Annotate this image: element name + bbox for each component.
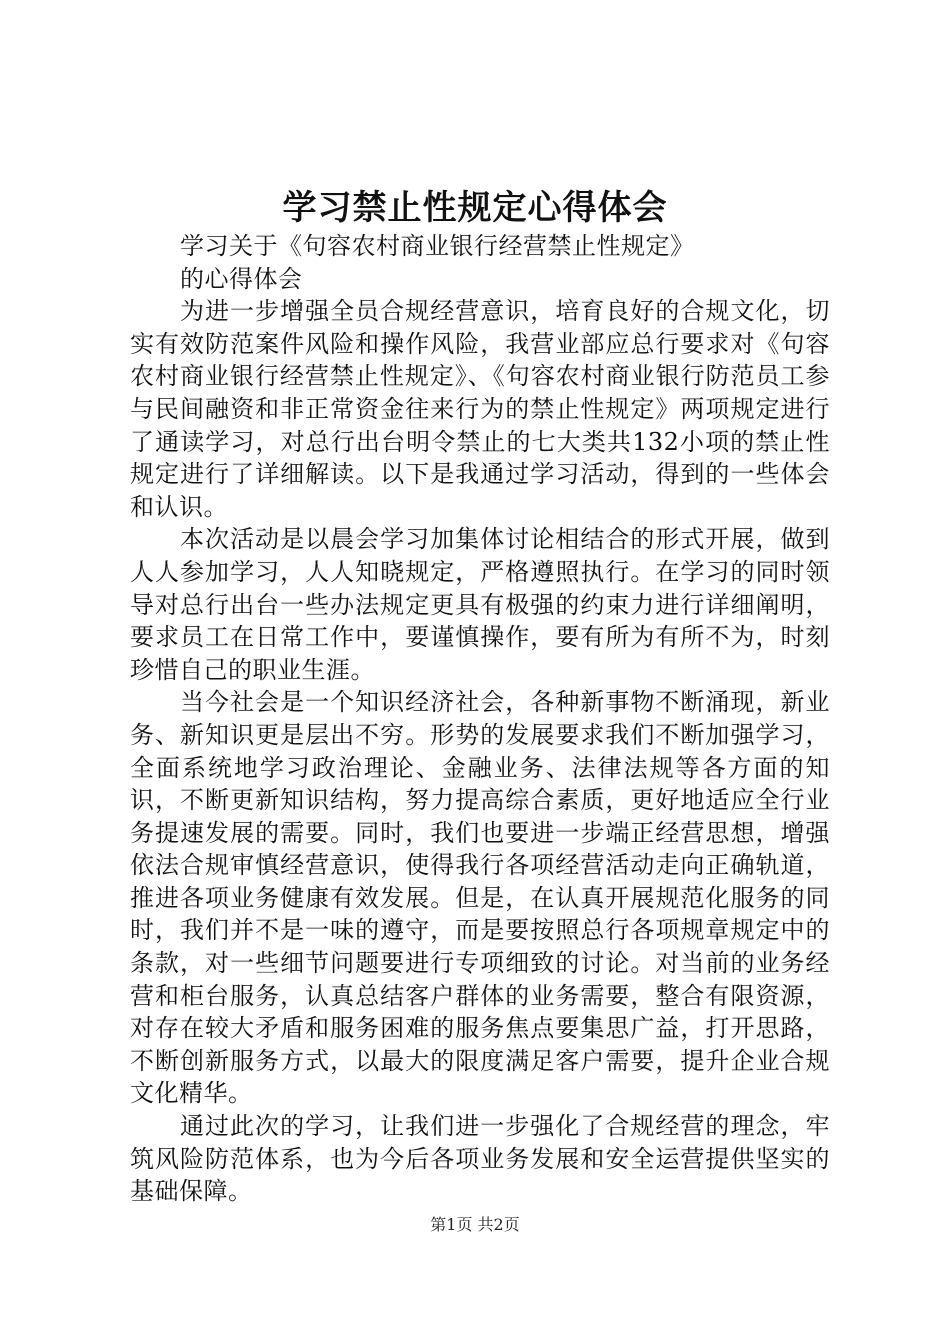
subtitle-line-1: 学习关于《句容农村商业银行经营禁止性规定》: [180, 232, 695, 260]
paragraph-3: 当今社会是一个知识经济社会，各种新事物不断涌现，新业务、新知识更是层出不穷。形势的发展要求我们不断加强学习，全面系统地学习政治理论、金融业务、法律法规等各方面的知识，不断更新知识结构，努力提高综合素质，更好地适应全行业务提速发展的需要。同时，我们也要进一步端正经营思想，增强依法合规审慎经营意识，使得我行各项经营活动走向正确轨道，推进各项业务健康有效发展。但是，在认真开展规范化服务的同时，我们并不是一味的遵守，而是要按照总行各项规章规定中的条款，对一些细节问题要进行专项细致的讨论。对当前的业务经营和柜台服务，认真总结客户群体的业务需要，整合有限资源，对存在较大矛盾和服务困难的服务焦点要集思广益，打开思路，不断创新服务方式，以最大的限度满足客户需要，提升企业合规文化精华。: [130, 688, 830, 1108]
subtitle-line-2: 的心得体会: [180, 264, 303, 293]
paragraph-1: 为进一步增强全员合规经营意识，培育良好的合规文化，切实有效防范案件风险和操作风险，我营业部应总行要求对《句容农村商业银行经营禁止性规定》、《句容农村商业银行防范员工参与民间融资和非正常资金往来行为的禁止性规定》两项规定进行了通读学习，对总行出台明令禁止的七大类共132小项的禁止性规定进行了详细解读。以下是我通过学习活动，得到的一些体会和认识。: [130, 297, 830, 521]
page-number-footer: 第1页 共2页: [430, 1215, 520, 1234]
paragraph-4: 通过此次的学习，让我们进一步强化了合规经营的理念，牢筑风险防范体系，也为今后各项业务发展和安全运营提供坚实的基础保障。: [130, 1112, 830, 1206]
page-title: 学习禁止性规定心得体会: [282, 188, 668, 228]
document-body: [130, 230, 830, 1208]
paragraph-2: 本次活动是以晨会学习加集体讨论相结合的形式开展，做到人人参加学习，人人知晓规定，严格遵照执行。在学习的同时领导对总行出台一些办法规定更具有极强的约束力进行详细阐明，要求员工在日常工作中，要谨慎操作，要有所为有所不为，时刻珍惜自己的职业生涯。: [130, 525, 830, 684]
